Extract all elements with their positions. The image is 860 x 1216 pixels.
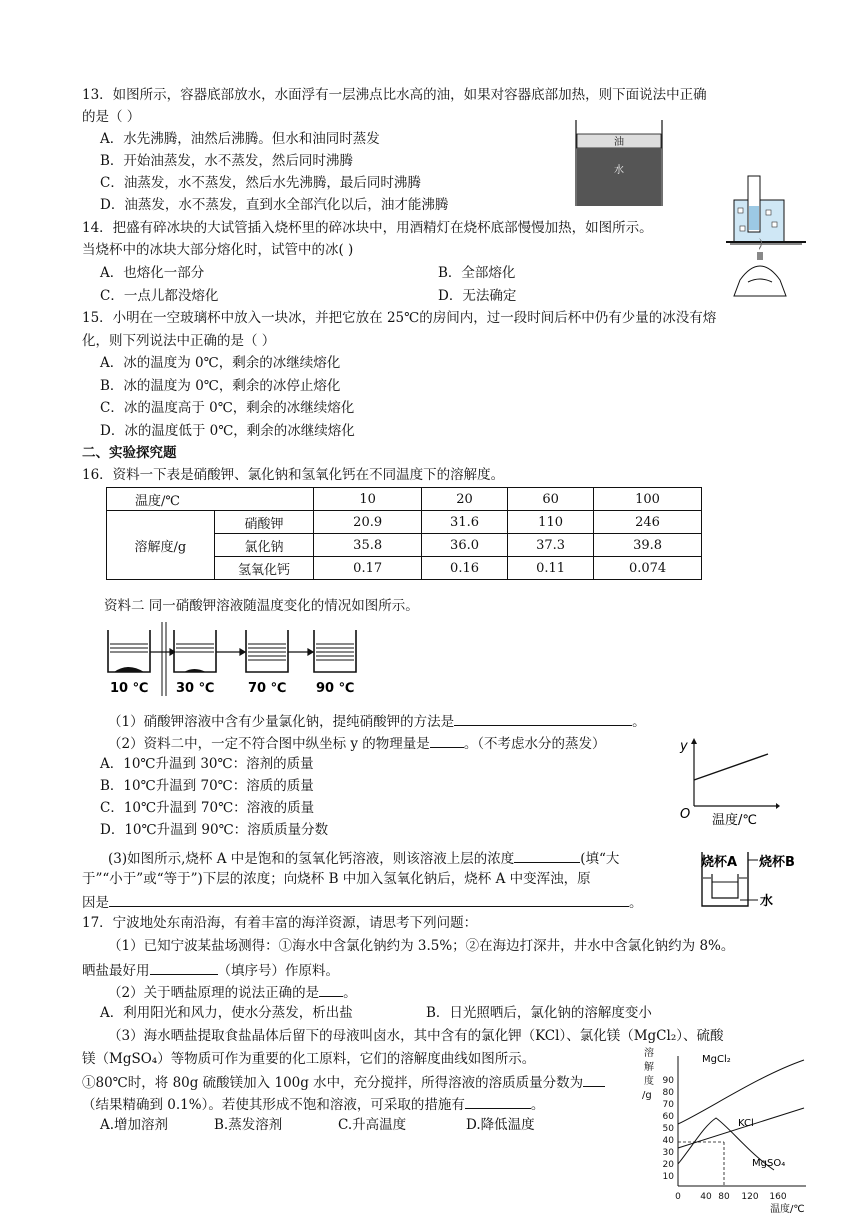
q16-part3-text: (填“大 (580, 851, 620, 867)
q17-part3-option-b: B.蒸发溶剂 (214, 1117, 283, 1133)
curve-xlabel: 温度/℃ (770, 1204, 805, 1215)
graph-origin-label: O (680, 807, 691, 822)
table-row (107, 488, 702, 511)
q15-option-c: C．冰的温度高于 0℃，剩余的冰继续熔化 (100, 400, 355, 416)
beaker-sequence-figure (104, 622, 374, 696)
graph-x-label: 温度/℃ (712, 813, 757, 828)
table-cell: 39.8 (594, 534, 702, 557)
y-tick-label: 20 (662, 1160, 674, 1170)
answer-blank[interactable] (583, 1072, 605, 1087)
q16-part1-end: 。 (632, 714, 646, 730)
oil-label: 油 (614, 137, 624, 148)
beaker-temp-label: 10 ℃ (110, 681, 149, 696)
q17-part3-text: （结果精确到 0.1%）。若使其形成不饱和溶液，可采取的措施有 (82, 1097, 465, 1113)
q17-part2 (108, 982, 357, 1002)
q15-option-b: B．冰的温度为 0℃，剩余的冰停止熔化 (100, 378, 341, 394)
x-tick-label: 0 (675, 1192, 681, 1202)
answer-blank[interactable] (454, 711, 632, 726)
beaker-temp-label: 70 ℃ (248, 681, 287, 696)
x-tick-label: 120 (741, 1192, 759, 1202)
q16-part2-text: （2）资料二中，一定不符合图中纵坐标 y 的物理量是 (108, 736, 430, 752)
q17-part2-end: 。 (343, 985, 357, 1001)
series-label-mgso4: MgSO₄ (752, 1158, 786, 1169)
q16-stem: 16．资料一下表是硝酸钾、氯化钠和氢氧化钙在不同温度下的溶解度。 (82, 467, 505, 483)
water-label: 水 (760, 894, 774, 909)
q16-part2-option-c: C．10℃升温到 70℃：溶液的质量 (100, 800, 315, 816)
y-tick-label: 40 (662, 1136, 674, 1146)
q17-part3-line2: 镁（MgSO₄）等物质可作为重要的化工原料，它们的溶解度曲线如图所示。 (82, 1051, 536, 1067)
linear-graph-figure (676, 736, 780, 828)
table-cell: 0.074 (594, 557, 702, 580)
q13-stem-line1: 13．如图所示，容器底部放水，水面浮有一层沸点比水高的油，如果对容器底部加热，则下面说法中正确 (82, 87, 707, 103)
solubility-table (106, 487, 702, 580)
table-header-cell: 100 (594, 488, 702, 511)
q15-stem-line2: 化，则下列说法中正确的是（ ） (82, 333, 276, 349)
beaker-temp-label: 30 ℃ (176, 681, 215, 696)
q17-part3-end: 。 (530, 1097, 545, 1113)
table-cell: 31.6 (422, 511, 508, 534)
q16-part2-option-a: A．10℃升温到 30℃：溶剂的质量 (100, 756, 314, 772)
q17-part1-line1: （1）已知宁波某盐场测得：①海水中含氯化钠约为 3.5%；②在海边打深井，井水中含氯化钠约为 8%。 (108, 938, 735, 954)
q17-part1-line2 (82, 960, 339, 980)
table-cell: 110 (508, 511, 594, 534)
answer-blank[interactable] (150, 960, 218, 975)
series-label-mgcl2: MgCl₂ (702, 1054, 731, 1065)
q14-heating-figure (726, 170, 806, 308)
table-cell: 0.11 (508, 557, 594, 580)
curve-ylabel-char: 溶 (644, 1048, 654, 1059)
solubility-curve-figure (638, 1046, 818, 1216)
q14-stem-line1: 14．把盛有碎冰块的大试管插入烧杯里的碎冰块中，用酒精灯在烧杯底部慢慢加热，如图所示。 (82, 220, 653, 236)
table-cell: 35.8 (314, 534, 422, 557)
table-cell: 0.17 (314, 557, 422, 580)
table-cell: 36.0 (422, 534, 508, 557)
curve-ylabel-char: /g (642, 1090, 652, 1101)
q16-part3-line3 (82, 892, 643, 912)
table-cell: 20.9 (314, 511, 422, 534)
q17-part3-option-a: A.增加溶剂 (100, 1117, 169, 1133)
q14-option-a: A．也熔化一部分 (100, 265, 205, 281)
y-tick-label: 80 (662, 1088, 674, 1098)
answer-blank[interactable] (319, 982, 343, 997)
q17-part3-line1: （3）海水晒盐提取食盐晶体后留下的母液叫卤水，其中含有的氯化钾（KCl）、氯化镁（MgCl₂）、硫酸 (108, 1028, 724, 1044)
table-cell: 氢氧化钙 (214, 557, 314, 580)
q15-option-a: A．冰的温度为 0℃，剩余的冰继续熔化 (100, 355, 341, 371)
beaker-b-label: 烧杯B (759, 855, 795, 870)
q16-part3-line1 (108, 848, 619, 868)
q17-part2-option-a: A．利用阳光和风力，使水分蒸发，析出盐 (100, 1005, 353, 1021)
q14-option-c: C．一点儿都没熔化 (100, 288, 219, 304)
q13-option-d: D．油蒸发，水不蒸发，直到水全部汽化以后，油才能沸腾 (100, 197, 449, 213)
q17-part3-line4 (82, 1094, 544, 1114)
table-header-cell: 60 (508, 488, 594, 511)
answer-blank[interactable] (430, 733, 464, 748)
q16-part2 (108, 733, 606, 753)
q16-part3-end: 。 (629, 895, 643, 911)
y-tick-label: 30 (662, 1148, 674, 1158)
x-tick-label: 80 (718, 1192, 730, 1202)
q16-part1 (108, 711, 646, 731)
answer-blank[interactable] (465, 1094, 531, 1109)
q15-option-d: D．冰的温度低于 0℃，剩余的冰继续熔化 (100, 423, 355, 439)
table-cell: 0.16 (422, 557, 508, 580)
q15-stem-line1: 15．小明在一空玻璃杯中放入一块冰，并把它放在 25℃的房间内，过一段时间后杯中仍有少量的冰没有熔 (82, 310, 717, 326)
beaker-temp-label: 90 ℃ (316, 681, 355, 696)
section-title: 二、实验探究题 (82, 445, 177, 461)
q13-option-b: B．开始油蒸发，水不蒸发，然后同时沸腾 (100, 153, 353, 169)
y-tick-label: 50 (662, 1124, 674, 1134)
q17-stem: 17．宁波地处东南沿海，有着丰富的海洋资源，请思考下列问题： (82, 915, 478, 931)
q16-part2-end: 。（不考虑水分的蒸发） (463, 736, 606, 752)
y-tick-label: 70 (662, 1100, 674, 1110)
q14-stem-line2: 当烧杯中的冰块大部分熔化时，试管中的冰( ) (82, 242, 354, 258)
answer-blank[interactable] (109, 892, 629, 907)
q17-part2-text: （2）关于晒盐原理的说法正确的是 (108, 985, 320, 1001)
q14-option-d: D．无法确定 (438, 288, 517, 304)
curve-ylabel-char: 度 (644, 1076, 654, 1087)
beaker-ab-figure (696, 848, 816, 912)
q16-part3-text: 因是 (82, 895, 109, 911)
table-header-cell: 10 (314, 488, 422, 511)
q13-stem-line2: 的是（ ） (82, 109, 141, 125)
answer-blank[interactable] (514, 848, 580, 863)
graph-y-label: y (680, 739, 688, 754)
q17-part2-option-b: B．日光照晒后，氯化钠的溶解度变小 (426, 1005, 652, 1021)
table-cell: 37.3 (508, 534, 594, 557)
q16-part3-line2: 于”“小于”或“等于”)下层的浓度；向烧杯 B 中加入氢氧化钠后，烧杯 A 中变浑浊，原 (82, 871, 591, 887)
y-tick-label: 60 (662, 1112, 674, 1122)
q16-part1-text: （1）硝酸钾溶液中含有少量氯化钠，提纯硝酸钾的方法是 (108, 714, 455, 730)
q17-part1-text: （填序号）作原料。 (217, 963, 339, 979)
y-tick-label: 10 (662, 1172, 674, 1182)
table-header-cell: 20 (422, 488, 508, 511)
x-tick-label: 40 (700, 1192, 712, 1202)
table-cell: 246 (594, 511, 702, 534)
table-cell: 氯化钠 (214, 534, 314, 557)
table-cell: 硝酸钾 (214, 511, 314, 534)
y-tick-label: 90 (662, 1076, 674, 1086)
q13-option-a: A．水先沸腾，油然后沸腾。但水和油同时蒸发 (100, 131, 380, 147)
q14-option-b: B．全部熔化 (438, 265, 516, 281)
table-row-header: 溶解度/g (107, 511, 215, 580)
q17-part3-option-d: D.降低温度 (466, 1117, 535, 1133)
q16-part3-text: (3)如图所示,烧杯 A 中是饱和的氢氧化钙溶液，则该溶液上层的浓度 (108, 851, 515, 867)
q17-part3-line3 (82, 1072, 605, 1092)
q17-part1-text: 晒盐最好用 (82, 963, 150, 979)
series-label-kcl: KCl (738, 1118, 754, 1129)
q16-part2-option-b: B．10℃升温到 70℃：溶质的质量 (100, 778, 314, 794)
q17-part3-text: ①80℃时，将 80g 硫酸镁加入 100g 水中，充分搅拌，所得溶液的溶质质量分数为 (82, 1075, 584, 1091)
q16-data2: 资料二 同一硝酸钾溶液随温度变化的情况如图所示。 (104, 598, 419, 614)
x-tick-label: 160 (769, 1192, 787, 1202)
curve-ylabel-char: 解 (644, 1062, 654, 1073)
q13-container-figure (574, 118, 666, 210)
beaker-a-label: 烧杯A (701, 855, 738, 870)
q16-part2-option-d: D．10℃升温到 90℃：溶质质量分数 (100, 822, 329, 838)
table-header-temp: 温度/℃ (107, 488, 314, 511)
table-row (107, 511, 702, 534)
water-label: 水 (614, 165, 624, 176)
q17-part3-option-c: C.升高温度 (338, 1117, 407, 1133)
q13-option-c: C．油蒸发，水不蒸发，然后水先沸腾，最后同时沸腾 (100, 175, 421, 191)
